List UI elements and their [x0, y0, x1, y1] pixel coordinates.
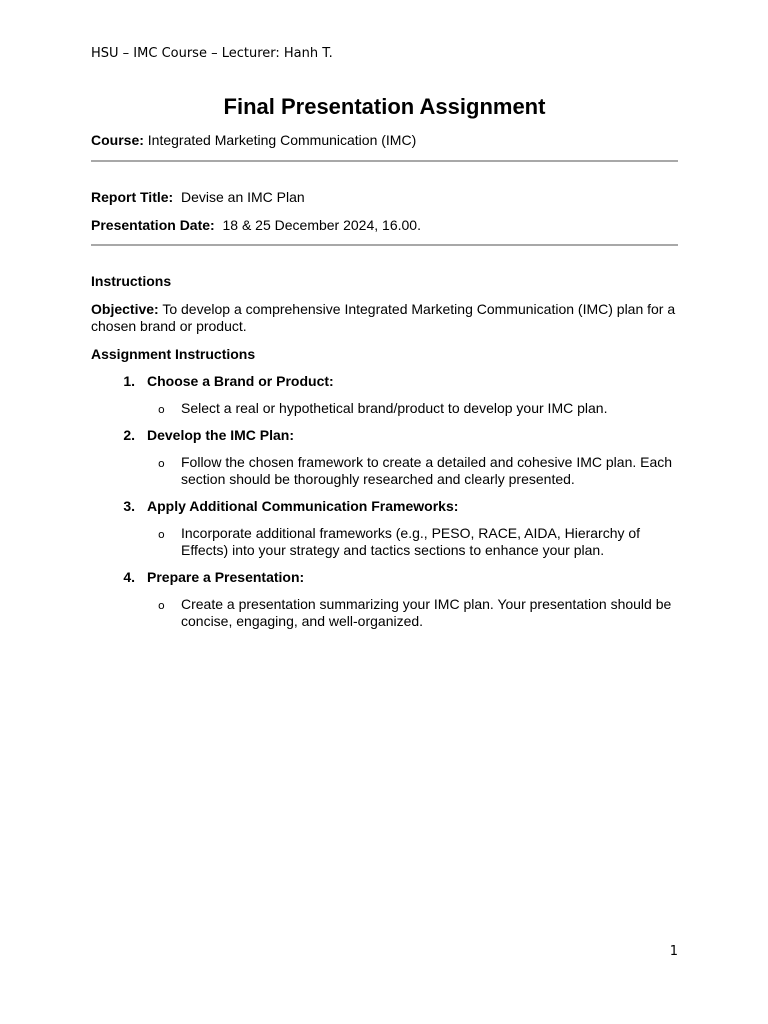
step-detail-text: Select a real or hypothetical brand/product to develop your IMC plan.: [181, 400, 608, 416]
course-label: Course:: [91, 132, 144, 148]
page-number: 1: [669, 944, 678, 959]
objective-text: To develop a comprehensive Integrated Marketing Communication (IMC) plan for a chosen brand or product.: [91, 301, 676, 334]
course-line: [91, 132, 416, 149]
bullet-marker: o: [158, 599, 165, 612]
instructions-heading: [91, 273, 171, 290]
assignment-heading: [91, 346, 255, 363]
step-title: [147, 427, 294, 444]
step-detail-text: Incorporate additional frameworks (e.g., PESO, RACE, AIDA, Hierarchy of Effects) into your strategy and tactics sections to enhance your plan.: [181, 525, 641, 558]
step-number: 3.: [123, 498, 135, 514]
bullet-marker: o: [158, 403, 165, 416]
step-title-text: Apply Additional Communication Frameworks: [147, 498, 454, 514]
step-title-colon: :: [453, 498, 459, 514]
document-page: [91, 0, 678, 1024]
report-title-value: Devise an IMC Plan: [180, 189, 305, 205]
step-detail-text: Follow the chosen framework to create a detailed and cohesive IMC plan. Each section should be thoroughly researched and clearly presented.: [181, 454, 673, 487]
step-title: [147, 373, 334, 390]
instructions-heading-text: Instructions: [91, 273, 172, 289]
step-title-text: Choose a Brand or Product: [147, 373, 330, 389]
course-value: Integrated Marketing Communication (IMC): [147, 132, 417, 148]
step-number: 4.: [123, 569, 135, 585]
divider-bottom: [91, 244, 678, 246]
assignment-heading-text: Assignment Instructions: [91, 346, 256, 362]
report-title-label: Report Title:: [91, 189, 174, 205]
step-title-text: Develop the IMC Plan: [147, 427, 290, 443]
step-detail-text: Create a presentation summarizing your IMC plan. Your presentation should be concise, engaging, and well-organized.: [181, 596, 672, 629]
step-title: [147, 498, 458, 515]
document-title: Final Presentation Assignment: [223, 94, 546, 119]
step-number: 1.: [123, 373, 135, 389]
step-title-text: Prepare a Presentation: [147, 569, 300, 585]
step-title-colon: :: [329, 373, 334, 389]
page-header: HSU – IMC Course – Lecturer: Hanh T.: [91, 46, 333, 61]
step-number: 2.: [123, 427, 135, 443]
report-title-line: [91, 189, 305, 206]
presentation-date-value: 18 & 25 December 2024, 16.00.: [222, 217, 421, 233]
divider-top: [91, 160, 678, 162]
step-title-colon: :: [289, 427, 295, 443]
objective-label: Objective:: [91, 301, 159, 317]
step-title-colon: :: [299, 569, 305, 585]
bullet-marker: o: [158, 457, 165, 470]
bullet-marker: o: [158, 528, 165, 541]
presentation-date-line: [91, 217, 421, 234]
presentation-date-label: Presentation Date:: [91, 217, 215, 233]
objective-paragraph: [91, 301, 678, 335]
step-title: [147, 569, 304, 586]
